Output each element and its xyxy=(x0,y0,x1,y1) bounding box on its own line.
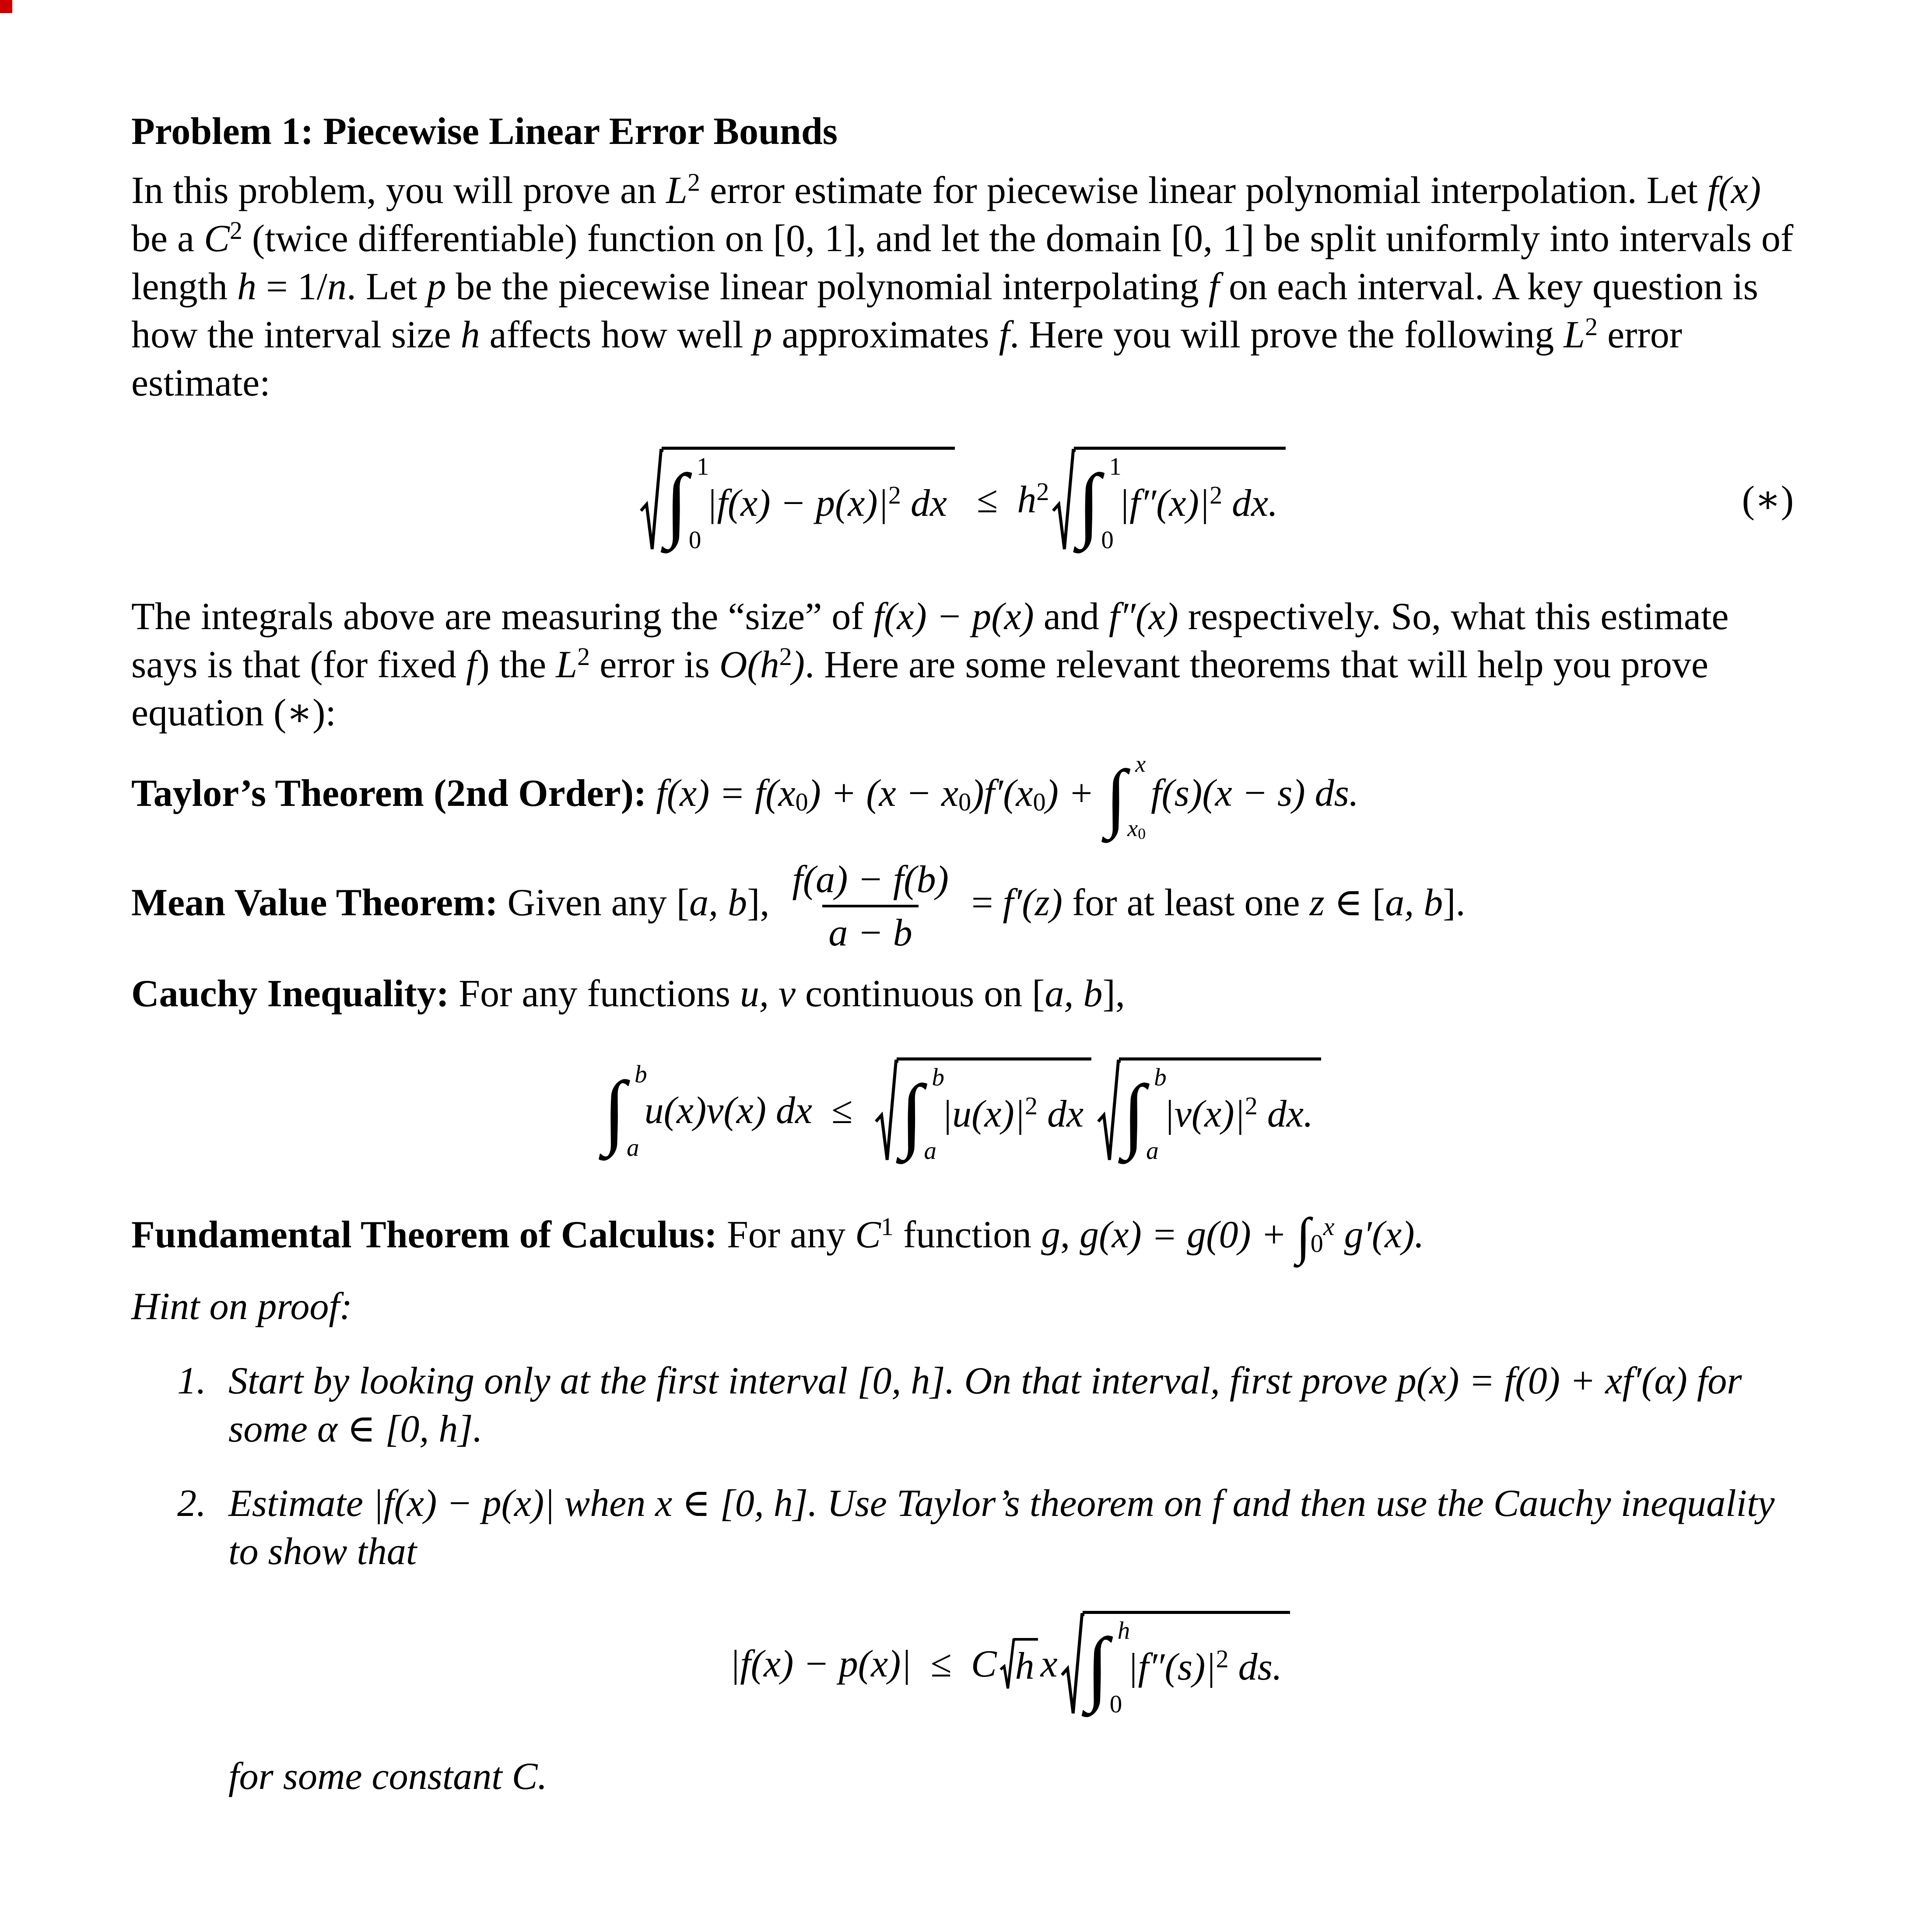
hint-integrand: $|f''(s)|^2$ ds. xyxy=(1127,1645,1282,1689)
radical-icon xyxy=(1052,447,1076,553)
integral-rhs xyxy=(1077,453,1122,554)
equation-error-estimate xyxy=(131,447,1794,553)
hint-1-text: Start by looking only at the first interval [0, h]. On that interval, first prove p(x) = f(0) + xf′(α) for some α ∈ [0, h]. xyxy=(228,1359,1742,1450)
integral-upper-limit: 1 xyxy=(1109,453,1122,480)
mvt-statement-tail: = f′(z) for at least one z ∈ [a, b]. xyxy=(961,881,1466,924)
intro-paragraph: In this problem, you will prove an $L^2$ error estimate for piecewise linear polynomial interpolation. Let f(x) be a $C^2$ (twice differentiable) function on [0, 1], and let the domain [0, 1] be split uniformly into intervals of length h = 1/n. Let p be the piecewise linear polynomial interpolating f on each interval. A key question is how the interval size h affects how well p approximates f. Here you will prove the following $L^2$ error estimate: xyxy=(131,168,1794,404)
taylor-integral xyxy=(1105,751,1147,843)
lhs-integrand: $|f(x) - p(x)|^2$ dx xyxy=(706,480,947,525)
radical-icon xyxy=(1060,1611,1084,1718)
integral-lower-limit: 0 xyxy=(688,526,701,554)
radical-icon xyxy=(639,447,663,553)
integral-lower-limit: a xyxy=(924,1137,936,1165)
ftc-statement: Fundamental Theorem of Calculus: For any $C^1$ function g, $g(x) = g(0) + \int 0^x$ g′(x). xyxy=(131,1207,1424,1265)
cauchy-label-line xyxy=(131,970,1794,1018)
hint-1-body xyxy=(228,1357,1794,1453)
hint-item-2 xyxy=(131,1480,1794,1801)
sqrt-h-body: h xyxy=(1013,1638,1038,1690)
cauchy-lead-integral xyxy=(603,1060,647,1162)
cauchy-v-integral xyxy=(1122,1064,1167,1165)
hint-1-number: 1. xyxy=(177,1359,206,1402)
cauchy-sqrt-u xyxy=(874,1057,1091,1164)
integral-upper-limit: b xyxy=(1154,1064,1167,1092)
cauchy-u-integrand: $|u(x)|^2$ dx xyxy=(941,1091,1084,1135)
integral-upper-limit: x xyxy=(1135,751,1146,777)
hint-heading: Hint on proof: xyxy=(131,1285,353,1328)
fraction-denominator: a − b xyxy=(822,905,918,956)
integral-icon: ∫ xyxy=(665,457,688,550)
radical-icon xyxy=(999,1638,1015,1690)
integral-lower-limit: x0 xyxy=(1127,815,1146,843)
sqrt-hint-integral xyxy=(1060,1611,1290,1718)
fraction-numerator: f(a) − f(b) xyxy=(792,858,949,901)
sqrt-lhs-body xyxy=(662,447,955,553)
cauchy-v-integrand: $|v(x)|^2$ dx. xyxy=(1164,1091,1313,1135)
hint-eq-lead: |f(x) − p(x)| ≤ C xyxy=(729,1642,997,1685)
taylor-integral-limits xyxy=(1128,751,1147,843)
mvt-statement-lead: Mean Value Theorem: Given any [a, b], xyxy=(131,881,779,924)
cauchy-lead-integrand: u(x)v(x) dx ≤ xyxy=(644,1089,872,1132)
integral-lhs xyxy=(665,453,709,554)
corner-artifact xyxy=(0,0,12,13)
integral-upper-limit: h xyxy=(1117,1617,1130,1645)
sqrt-lhs xyxy=(639,447,955,553)
integral-icon: ∫ xyxy=(1122,1068,1146,1160)
taylor-statement-lead: Taylor’s Theorem (2nd Order): f(x) = f(x0) + (x − x0)f′(x0) + xyxy=(131,772,1104,816)
hint-2-text: Estimate |f(x) − p(x)| when x ∈ [0, h]. Use Taylor’s theorem on f and then use the Cauchy inequality to show that xyxy=(228,1482,1775,1573)
integral-upper-limit: b xyxy=(932,1064,944,1092)
equation-tag: (∗) xyxy=(1742,479,1794,521)
hint-integral-limits xyxy=(1109,1617,1130,1718)
integral-lower-limit: 0 xyxy=(1109,1690,1122,1718)
cauchy-sqrt-v-body xyxy=(1119,1057,1321,1164)
integral-upper-limit: b xyxy=(635,1060,647,1088)
integral-lhs-limits xyxy=(688,453,709,554)
integral-lower-limit: a xyxy=(627,1134,639,1162)
cauchy-v-limits xyxy=(1146,1064,1167,1165)
relation-h-squared: ≤ $h^2$ xyxy=(957,477,1049,521)
integral-icon: ∫ xyxy=(900,1068,923,1160)
taylor-integrand: f(s)(x − s) ds. xyxy=(1151,772,1359,815)
cauchy-sqrt-u-body xyxy=(897,1057,1091,1164)
cauchy-u-integral xyxy=(900,1064,944,1165)
mvt-line xyxy=(131,857,1794,956)
cauchy-sqrt-v xyxy=(1097,1057,1321,1164)
hint-2-body xyxy=(228,1480,1794,1801)
radical-icon xyxy=(1097,1057,1121,1164)
sqrt-hint-body xyxy=(1083,1611,1290,1718)
cauchy-lead-limits xyxy=(627,1060,647,1162)
integral-icon: ∫ xyxy=(1086,1621,1109,1714)
integral-upper-limit: 1 xyxy=(696,453,709,480)
radical-icon xyxy=(874,1057,898,1164)
hint-integral xyxy=(1086,1617,1130,1718)
integral-lower-limit: a xyxy=(1146,1137,1159,1165)
cauchy-u-limits xyxy=(924,1064,944,1165)
here-paragraph: Here are some relevant theorems that will help you prove equation (∗): xyxy=(131,644,1708,734)
integrals-paragraph: The integrals above are measuring the “size” of f(x) − p(x) and f″(x) respectively. So, what this estimate says is that (for fixed f) the $L^2$ error is $O(h^2)$. xyxy=(131,595,1729,686)
sqrt-rhs-body xyxy=(1074,447,1286,553)
hint-2-closing: for some constant C. xyxy=(228,1755,547,1798)
problem-title: Problem 1: Piecewise Linear Error Bounds xyxy=(131,110,838,153)
sqrt-h xyxy=(999,1638,1038,1690)
hint-item-1 xyxy=(131,1357,1794,1453)
mvt-fraction xyxy=(786,857,955,956)
hint-2-equation xyxy=(228,1611,1794,1718)
sqrt-rhs xyxy=(1052,447,1286,553)
integral-icon: ∫ xyxy=(1077,457,1101,550)
integral-rhs-limits xyxy=(1101,453,1122,554)
integral-icon: ∫ xyxy=(603,1065,626,1157)
ftc-line xyxy=(131,1204,1794,1268)
hint-eq-x: x xyxy=(1040,1642,1058,1685)
rhs-integrand: $|f''(x)|^2$ dx. xyxy=(1119,480,1278,525)
taylor-theorem-line xyxy=(131,751,1794,843)
cauchy-statement-lead: Cauchy Inequality: For any functions u, v continuous on [a, b], xyxy=(131,973,1125,1015)
integral-icon: ∫ xyxy=(1105,754,1127,839)
cauchy-inequality-equation xyxy=(131,1057,1794,1164)
hint-2-number: 2. xyxy=(177,1482,206,1525)
integral-lower-limit: 0 xyxy=(1101,526,1114,554)
